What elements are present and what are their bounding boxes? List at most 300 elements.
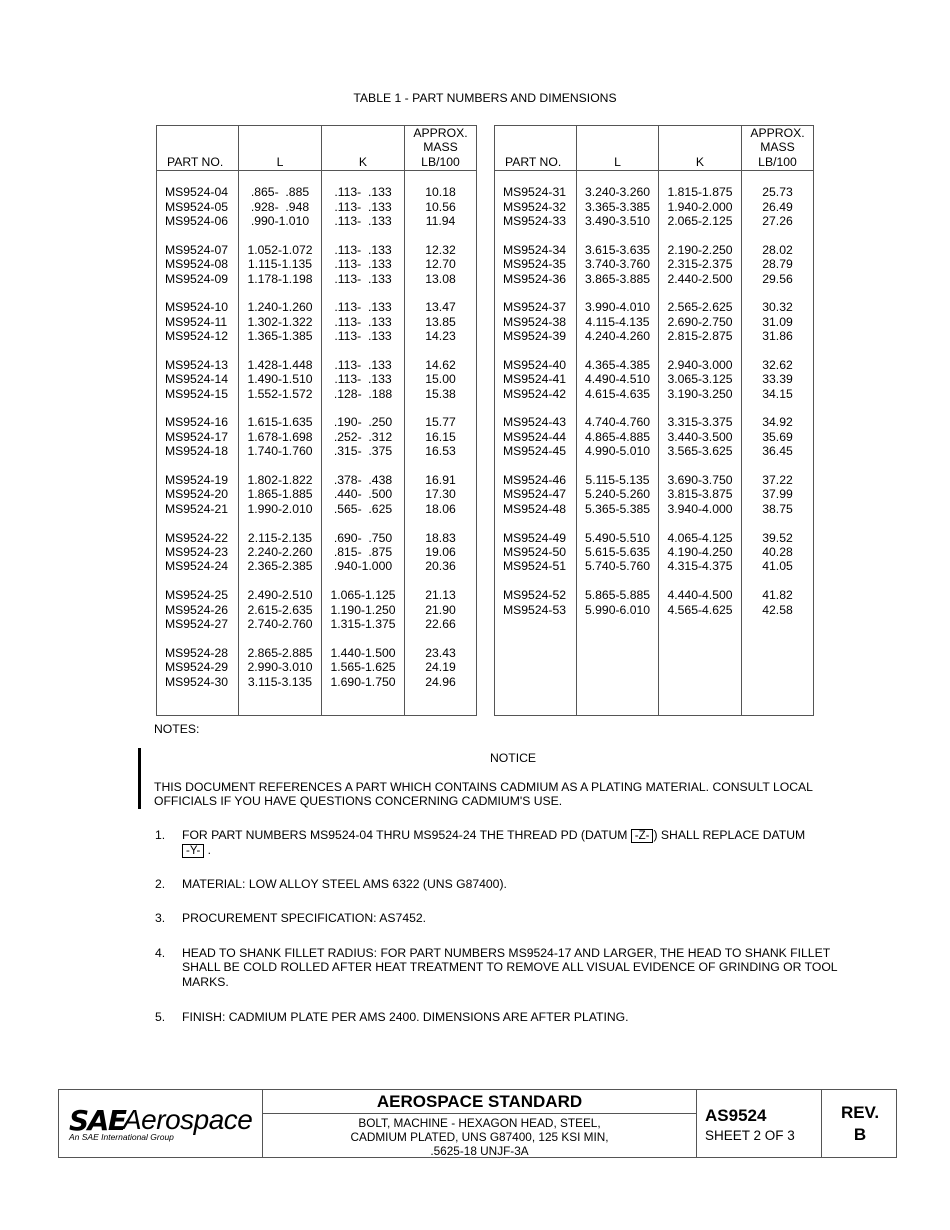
group-spacer (239, 344, 321, 358)
revision-label: REV. (840, 1103, 880, 1122)
part-number-cell: MS9524-31 (503, 185, 567, 200)
part-number-cell: MS9524-26 (165, 602, 229, 617)
mass-cell: 41.05 (762, 559, 793, 574)
header-mass-line-3: LB/100 (758, 154, 797, 169)
l-dimension-cell: 1.428-1.448 (247, 357, 313, 372)
part-number-cell: MS9524-14 (165, 372, 229, 387)
part-number-cell: MS9524-44 (503, 429, 567, 444)
k-dimension-cell: 1.315-1.375 (330, 616, 396, 631)
mass-cell: 31.86 (762, 329, 793, 344)
notice-heading: NOTICE (489, 751, 537, 765)
mass-cell: 16.91 (425, 473, 456, 488)
mass-cell: 31.09 (762, 314, 793, 329)
group-spacer (405, 228, 476, 242)
group-spacer (322, 574, 404, 588)
k-dimension-cell: 1.940-2.000 (667, 199, 733, 214)
column-mass (405, 171, 477, 716)
notes-heading: NOTES: (154, 722, 200, 736)
part-number-cell: MS9524-53 (503, 602, 567, 617)
part-number-cell: MS9524-15 (165, 386, 229, 401)
group-spacer (659, 516, 741, 530)
group-spacer (157, 401, 238, 415)
mass-cell: 15.38 (425, 386, 456, 401)
description-line-3: .5625-18 UNJF-3A (430, 1144, 529, 1158)
group-spacer (405, 574, 476, 588)
group-spacer (322, 631, 404, 645)
l-dimension-cell: 1.865-1.885 (247, 487, 313, 502)
k-dimension-cell: 2.690-2.750 (667, 314, 733, 329)
group-spacer (577, 459, 658, 473)
group-spacer (405, 631, 476, 645)
mass-cell: 13.85 (425, 314, 456, 329)
part-number-cell: MS9524-34 (503, 242, 567, 257)
k-dimension-cell: .128- .188 (333, 386, 393, 401)
group-spacer (659, 228, 741, 242)
header-k: K (659, 126, 742, 171)
k-dimension-cell: 3.565-3.625 (667, 444, 733, 459)
mass-cell: 16.53 (425, 444, 456, 459)
header-mass-line-2: MASS (760, 140, 795, 155)
mass-cell: 24.96 (425, 674, 456, 689)
mass-cell: 37.22 (762, 473, 793, 488)
l-dimension-cell: 1.740-1.760 (247, 444, 313, 459)
l-dimension-cell: 3.490-3.510 (584, 214, 651, 228)
group-spacer (659, 286, 741, 300)
group-spacer (405, 286, 476, 300)
l-dimension-cell: 4.240-4.260 (584, 329, 651, 344)
header-mass-line-1: APPROX. (413, 126, 468, 140)
mass-cell: 21.13 (425, 588, 456, 603)
part-number-cell: MS9524-25 (165, 588, 229, 603)
logo-aerospace-text: Aerospace (123, 1104, 253, 1135)
group-spacer (577, 401, 658, 415)
k-dimension-cell: 4.565-4.625 (667, 602, 733, 617)
description-line-2: CADMIUM PLATED, UNS G87400, 125 KSI MIN, (350, 1130, 609, 1144)
note-1-text (182, 828, 852, 858)
note-2-text: MATERIAL: LOW ALLOY STEEL AMS 6322 (UNS G87400). (182, 877, 507, 891)
logo-sae-text: SAE (69, 1104, 126, 1137)
group-spacer (322, 516, 404, 530)
header-k: K (322, 126, 405, 171)
k-dimension-cell: .113- .133 (334, 271, 392, 286)
l-dimension-cell: .990-1.010 (250, 214, 310, 228)
l-dimension-cell: 2.865-2.885 (247, 645, 313, 660)
group-spacer (495, 459, 576, 473)
l-dimension-cell: 1.115-1.135 (247, 257, 313, 272)
mass-cell: 22.66 (425, 616, 456, 631)
l-dimension-cell: 1.615-1.635 (247, 415, 313, 430)
part-number-cell: MS9524-36 (503, 271, 567, 286)
table-title: TABLE 1 - PART NUMBERS AND DIMENSIONS (353, 91, 617, 105)
group-spacer (239, 574, 321, 588)
part-number-cell: MS9524-52 (503, 588, 567, 603)
header-part-no: PART NO. (157, 126, 239, 171)
part-number-cell: MS9524-07 (165, 242, 229, 257)
mass-cell: 15.77 (425, 415, 456, 430)
description-line-1: BOLT, MACHINE - HEXAGON HEAD, STEEL, (358, 1116, 601, 1130)
k-dimension-cell: 3.815-3.875 (667, 487, 733, 502)
k-dimension-cell: 4.315-4.375 (667, 559, 733, 574)
document-number-block (697, 1090, 822, 1157)
note-5-text: FINISH: CADMIUM PLATE PER AMS 2400. DIMENSIONS ARE AFTER PLATING. (182, 1010, 629, 1024)
l-dimension-cell: 5.865-5.885 (584, 588, 651, 603)
datum-y-symbol: -Y- (182, 844, 204, 858)
note-2-number: 2. (155, 877, 166, 891)
l-dimension-cell: .865- .885 (250, 185, 310, 200)
group-spacer (659, 344, 741, 358)
k-dimension-cell: 3.940-4.000 (667, 501, 733, 516)
group-spacer (322, 228, 404, 242)
note-5-number: 5. (155, 1010, 166, 1024)
header-mass-line-2: MASS (423, 140, 458, 155)
sheet-number: SHEET 2 OF 3 (705, 1128, 795, 1143)
part-number-cell: MS9524-04 (165, 185, 229, 200)
part-number-cell: MS9524-29 (165, 660, 229, 675)
l-dimension-cell: 3.865-3.885 (584, 271, 651, 286)
mass-cell: 10.18 (425, 185, 456, 200)
part-number-cell: MS9524-16 (165, 415, 229, 430)
part-number-cell: MS9524-48 (503, 501, 567, 516)
k-dimension-cell: 1.690-1.750 (330, 674, 396, 689)
l-dimension-cell: 2.365-2.385 (247, 559, 313, 574)
group-spacer (322, 459, 404, 473)
l-dimension-cell: 5.990-6.010 (584, 602, 651, 617)
l-dimension-cell: 5.740-5.760 (584, 559, 651, 574)
part-number-cell: MS9524-28 (165, 645, 229, 660)
part-number-cell: MS9524-06 (165, 214, 229, 228)
header-mass-line-1: APPROX. (750, 126, 805, 140)
k-dimension-cell: .940-1.000 (333, 559, 393, 574)
mass-cell: 34.92 (762, 415, 793, 430)
mass-cell: 42.58 (762, 602, 793, 617)
note-1-number: 1. (155, 828, 166, 842)
group-spacer (495, 401, 576, 415)
group-spacer (495, 574, 576, 588)
part-number-cell: MS9524-05 (165, 199, 229, 214)
part-number-cell: MS9524-38 (503, 314, 567, 329)
mass-cell: 24.19 (425, 660, 456, 675)
part-number-cell: MS9524-22 (165, 530, 229, 545)
column-mass (742, 171, 814, 716)
k-dimension-cell: 2.940-3.000 (667, 357, 733, 372)
group-spacer (157, 574, 238, 588)
l-dimension-cell: 1.302-1.322 (247, 314, 313, 329)
l-dimension-cell: 2.240-2.260 (247, 544, 313, 559)
group-spacer (742, 574, 813, 588)
part-number-cell: MS9524-45 (503, 444, 567, 459)
part-number-cell: MS9524-43 (503, 415, 567, 430)
group-spacer (577, 228, 658, 242)
note-1-text-a: FOR PART NUMBERS MS9524-04 THRU MS9524-24 THE THREAD PD (DATUM (182, 828, 631, 842)
l-dimension-cell: 5.615-5.635 (584, 544, 651, 559)
k-dimension-cell: .565- .625 (333, 501, 393, 516)
l-dimension-cell: .928- .948 (250, 199, 310, 214)
header-mass-line-3: LB/100 (421, 154, 460, 169)
group-spacer (239, 459, 321, 473)
k-dimension-cell: 3.315-3.375 (667, 415, 733, 430)
group-spacer (659, 574, 741, 588)
group-spacer (495, 228, 576, 242)
mass-cell: 28.79 (762, 257, 793, 272)
group-spacer (577, 286, 658, 300)
l-dimension-cell: 5.490-5.510 (584, 530, 651, 545)
l-dimension-cell: 5.365-5.385 (584, 501, 651, 516)
l-dimension-cell: 1.678-1.698 (247, 429, 313, 444)
note-4-text: HEAD TO SHANK FILLET RADIUS: FOR PART NUMBERS MS9524-17 AND LARGER, THE HEAD TO SHANK FILLET SHALL BE COLD ROLLED AFTER HEAT TREATMENT TO REMOVE ALL VISUAL EVIDENCE OF GRINDING OR TOOL MARKS. (182, 946, 838, 989)
k-dimension-cell: 3.690-3.750 (667, 473, 733, 488)
k-dimension-cell: 1.440-1.500 (330, 645, 396, 660)
l-dimension-cell: 4.490-4.510 (584, 372, 651, 387)
k-dimension-cell: 3.440-3.500 (667, 429, 733, 444)
group-spacer (157, 344, 238, 358)
group-spacer (742, 344, 813, 358)
part-number-cell: MS9524-13 (165, 357, 229, 372)
part-number-cell: MS9524-39 (503, 329, 567, 344)
title-block (58, 1089, 897, 1158)
mass-cell: 12.70 (425, 257, 456, 272)
l-dimension-cell: 3.740-3.760 (584, 257, 651, 272)
mass-cell: 13.08 (425, 271, 456, 286)
group-spacer (157, 631, 238, 645)
mass-cell: 40.28 (762, 544, 793, 559)
mass-cell: 14.62 (425, 357, 456, 372)
part-table-right (494, 125, 814, 716)
l-dimension-cell: 4.740-4.760 (584, 415, 651, 430)
k-dimension-cell: .113- .133 (334, 185, 392, 200)
mass-cell: 18.83 (425, 530, 456, 545)
k-dimension-cell: 4.065-4.125 (667, 530, 733, 545)
group-spacer (239, 516, 321, 530)
group-spacer (322, 401, 404, 415)
header-l: L (577, 126, 659, 171)
mass-cell: 23.43 (425, 645, 456, 660)
group-spacer (405, 516, 476, 530)
mass-cell: 28.02 (762, 242, 793, 257)
group-spacer (239, 401, 321, 415)
mass-cell: 14.23 (425, 329, 456, 344)
mass-cell: 33.39 (762, 372, 793, 387)
group-spacer (322, 286, 404, 300)
part-number-cell: MS9524-33 (503, 214, 567, 228)
l-dimension-cell: 1.490-1.510 (247, 372, 313, 387)
part-number-cell: MS9524-51 (503, 559, 567, 574)
mass-cell: 12.32 (425, 242, 456, 257)
k-dimension-cell: 2.815-2.875 (667, 329, 733, 344)
part-number-cell: MS9524-11 (165, 314, 228, 329)
k-dimension-cell: .190- .250 (333, 415, 393, 430)
l-dimension-cell: 2.115-2.135 (247, 530, 313, 545)
l-dimension-cell: 4.615-4.635 (584, 386, 651, 401)
l-dimension-cell: 1.365-1.385 (247, 329, 313, 344)
k-dimension-cell: .252- .312 (333, 429, 393, 444)
group-spacer (742, 401, 813, 415)
part-number-cell: MS9524-47 (503, 487, 567, 502)
part-number-cell: MS9524-35 (503, 257, 567, 272)
mass-cell: 26.49 (762, 199, 793, 214)
mass-cell: 34.15 (762, 386, 793, 401)
column-l (577, 171, 659, 716)
l-dimension-cell: 3.115-3.135 (247, 674, 313, 689)
l-dimension-cell: 5.115-5.135 (585, 473, 650, 488)
part-number-cell: MS9524-10 (165, 300, 229, 315)
group-spacer (495, 286, 576, 300)
l-dimension-cell: 1.240-1.260 (247, 300, 313, 315)
k-dimension-cell: 1.815-1.875 (667, 185, 733, 200)
part-number-cell: MS9524-42 (503, 386, 567, 401)
mass-cell: 21.90 (425, 602, 456, 617)
k-dimension-cell: .315- .375 (333, 444, 393, 459)
k-dimension-cell: 2.315-2.375 (667, 257, 733, 272)
header-part-no: PART NO. (495, 126, 577, 171)
group-spacer (742, 286, 813, 300)
group-spacer (742, 516, 813, 530)
group-spacer (239, 631, 321, 645)
mass-cell: 19.06 (425, 544, 456, 559)
l-dimension-cell: 4.365-4.385 (584, 357, 651, 372)
part-number-cell: MS9524-08 (165, 257, 229, 272)
group-spacer (577, 516, 658, 530)
k-dimension-cell: 2.565-2.625 (667, 300, 733, 315)
part-number-cell: MS9524-23 (165, 544, 229, 559)
k-dimension-cell: 2.440-2.500 (667, 271, 733, 286)
column-k (322, 171, 405, 716)
mass-cell: 27.26 (762, 214, 793, 228)
mass-cell: 13.47 (425, 300, 456, 315)
group-spacer (577, 574, 658, 588)
group-spacer (742, 228, 813, 242)
mass-cell: 29.56 (762, 271, 793, 286)
note-1-text-b: ) SHALL REPLACE DATUM (653, 828, 806, 842)
l-dimension-cell: 3.240-3.260 (584, 185, 651, 200)
part-number-cell: MS9524-24 (165, 559, 229, 574)
k-dimension-cell: .113- .133 (334, 242, 392, 257)
l-dimension-cell: 1.802-1.822 (247, 473, 313, 488)
k-dimension-cell: 3.190-3.250 (667, 386, 733, 401)
k-dimension-cell: .113- .133 (334, 257, 392, 272)
column-l (239, 171, 322, 716)
k-dimension-cell: .378- .438 (333, 473, 393, 488)
k-dimension-cell: 2.190-2.250 (667, 242, 733, 257)
k-dimension-cell: .113- .133 (334, 199, 392, 214)
l-dimension-cell: 2.990-3.010 (247, 660, 313, 675)
group-spacer (495, 516, 576, 530)
mass-cell: 20.36 (425, 559, 456, 574)
k-dimension-cell: 1.190-1.250 (330, 602, 396, 617)
note-4-number: 4. (155, 946, 166, 960)
group-spacer (157, 286, 238, 300)
revision-block (822, 1090, 898, 1157)
part-number-cell: MS9524-32 (503, 199, 567, 214)
header-l: L (239, 126, 322, 171)
column-part-no (495, 171, 577, 716)
column-k (659, 171, 742, 716)
standard-title: AEROSPACE STANDARD (263, 1090, 696, 1114)
l-dimension-cell: 1.552-1.572 (247, 386, 313, 401)
k-dimension-cell: .113- .133 (334, 372, 392, 387)
part-number-cell: MS9524-09 (165, 271, 229, 286)
k-dimension-cell: .113- .133 (334, 329, 392, 344)
header-mass (405, 126, 477, 171)
mass-cell: 32.62 (762, 357, 793, 372)
k-dimension-cell: .440- .500 (333, 487, 393, 502)
group-spacer (239, 286, 321, 300)
part-number-cell: MS9524-40 (503, 357, 567, 372)
k-dimension-cell: 1.565-1.625 (330, 660, 396, 675)
group-spacer (157, 228, 238, 242)
k-dimension-cell: 4.440-4.500 (667, 588, 733, 603)
part-number-cell: MS9524-12 (165, 329, 229, 344)
mass-cell: 17.30 (425, 487, 456, 502)
group-spacer (157, 516, 238, 530)
part-table-left (156, 125, 477, 716)
sae-aerospace-logo (59, 1090, 263, 1157)
k-dimension-cell: 2.065-2.125 (667, 214, 733, 228)
l-dimension-cell: 2.615-2.635 (247, 602, 313, 617)
l-dimension-cell: 2.740-2.760 (247, 616, 313, 631)
header-mass (742, 126, 814, 171)
mass-cell: 37.99 (762, 487, 793, 502)
mass-cell: 18.06 (425, 501, 456, 516)
notice-body: THIS DOCUMENT REFERENCES A PART WHICH CONTAINS CADMIUM AS A PLATING MATERIAL. CONSULT LOCAL OFFICIALS IF YOU HAVE QUESTIONS CONCERNING CADMIUM'S USE. (154, 780, 813, 809)
mass-cell: 35.69 (762, 429, 793, 444)
group-spacer (659, 401, 741, 415)
l-dimension-cell: 3.990-4.010 (584, 300, 651, 315)
mass-cell: 10.56 (425, 199, 456, 214)
part-number-cell: MS9524-50 (503, 544, 567, 559)
logo-subtitle: An SAE International Group (69, 1132, 174, 1142)
l-dimension-cell: 3.365-3.385 (584, 199, 651, 214)
part-number-cell: MS9524-19 (165, 473, 229, 488)
group-spacer (742, 459, 813, 473)
note-1-text-c: . (204, 843, 212, 857)
l-dimension-cell: 1.052-1.072 (247, 242, 313, 257)
group-spacer (405, 344, 476, 358)
group-spacer (495, 344, 576, 358)
part-number-cell: MS9524-41 (503, 372, 567, 387)
part-number-cell: MS9524-49 (503, 530, 567, 545)
l-dimension-cell: 1.990-2.010 (247, 501, 313, 516)
l-dimension-cell: 4.115-4.135 (585, 314, 650, 329)
k-dimension-cell: .113- .133 (334, 314, 392, 329)
k-dimension-cell: .113- .133 (334, 357, 392, 372)
mass-cell: 41.82 (762, 588, 793, 603)
l-dimension-cell: 1.178-1.198 (247, 271, 313, 286)
part-number-cell: MS9524-46 (503, 473, 567, 488)
mass-cell: 15.00 (425, 372, 456, 387)
column-part-no (157, 171, 239, 716)
group-spacer (405, 459, 476, 473)
k-dimension-cell: .815- .875 (333, 544, 393, 559)
part-number-cell: MS9524-27 (165, 616, 229, 631)
part-number-cell: MS9524-18 (165, 444, 229, 459)
group-spacer (659, 459, 741, 473)
l-dimension-cell: 4.865-4.885 (584, 429, 651, 444)
mass-cell: 25.73 (762, 185, 793, 200)
k-dimension-cell: .113- .133 (334, 214, 392, 228)
group-spacer (157, 459, 238, 473)
k-dimension-cell: .690- .750 (333, 530, 393, 545)
note-3-number: 3. (155, 911, 166, 925)
k-dimension-cell: .113- .133 (334, 300, 392, 315)
l-dimension-cell: 5.240-5.260 (584, 487, 651, 502)
l-dimension-cell: 4.990-5.010 (584, 444, 651, 459)
k-dimension-cell: 4.190-4.250 (667, 544, 733, 559)
group-spacer (577, 344, 658, 358)
mass-cell: 11.94 (425, 214, 456, 228)
k-dimension-cell: 1.065-1.125 (330, 588, 396, 603)
part-number-cell: MS9524-30 (165, 674, 229, 689)
group-spacer (405, 401, 476, 415)
